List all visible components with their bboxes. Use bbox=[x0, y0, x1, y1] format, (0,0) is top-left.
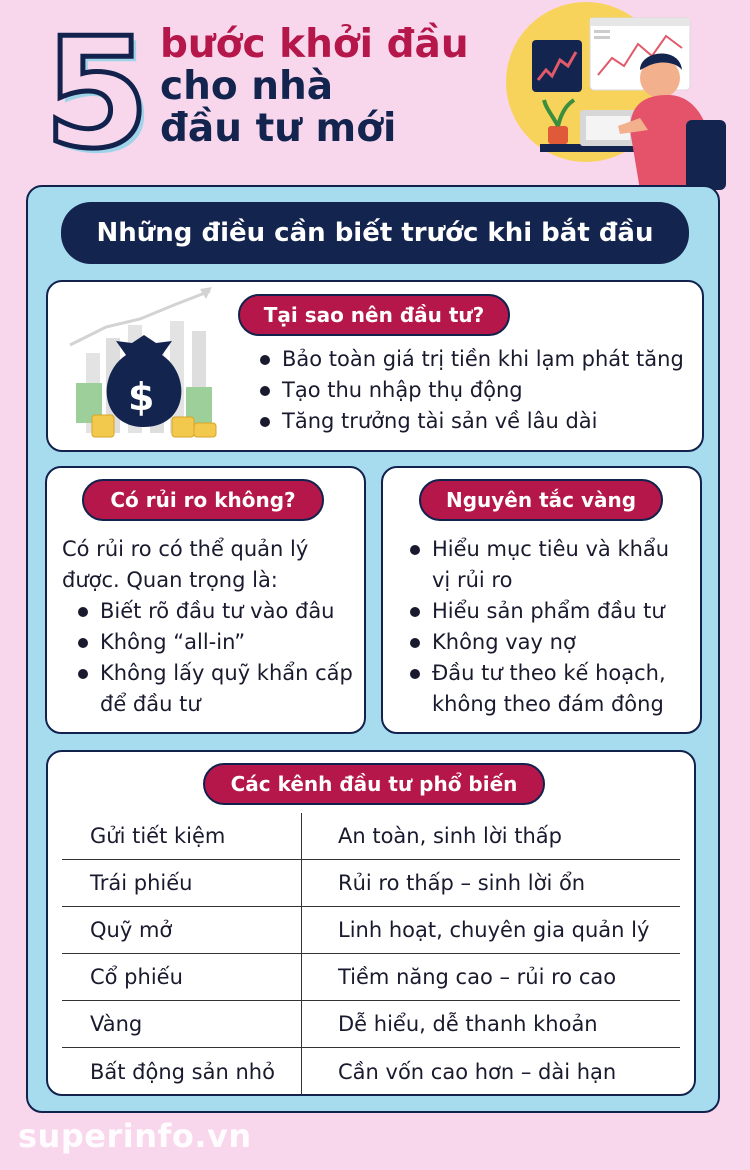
risk-intro: Có rủi ro có thể quản lý được. Quan trọng là: bbox=[62, 537, 309, 592]
page-title bbox=[160, 24, 469, 150]
table-row bbox=[62, 1048, 680, 1095]
risk-title: Có rủi ro không? bbox=[82, 479, 324, 521]
channel-desc: Tiềm năng cao – rủi ro cao bbox=[338, 965, 617, 989]
list-item: Không “all-in” bbox=[76, 627, 358, 658]
golden-rules-list bbox=[408, 534, 680, 720]
risk-list bbox=[76, 596, 358, 720]
why-invest-title: Tại sao nên đầu tư? bbox=[238, 294, 510, 336]
channel-name: Bất động sản nhỏ bbox=[62, 1048, 302, 1095]
channel-desc: Dễ hiểu, dễ thanh khoản bbox=[338, 1012, 598, 1036]
channel-name: Vàng bbox=[62, 1001, 302, 1047]
title-line-3: đầu tư mới bbox=[160, 106, 397, 151]
golden-rules-title: Nguyên tắc vàng bbox=[419, 479, 663, 521]
channel-desc: Linh hoạt, chuyên gia quản lý bbox=[338, 918, 650, 942]
money-bag-illustration bbox=[66, 283, 222, 443]
list-item: Biết rõ đầu tư vào đâu bbox=[76, 596, 358, 627]
channels-table bbox=[62, 813, 680, 1095]
list-item: Không vay nợ bbox=[408, 627, 680, 658]
list-item: Đầu tư theo kế hoạch, không theo đám đông bbox=[408, 658, 680, 720]
channel-desc: An toàn, sinh lời thấp bbox=[338, 824, 562, 848]
list-item: Hiểu sản phẩm đầu tư bbox=[408, 596, 680, 627]
channel-name: Quỹ mở bbox=[62, 907, 302, 953]
title-line-2: cho nhà bbox=[160, 64, 334, 109]
why-invest-list bbox=[258, 344, 698, 437]
table-row bbox=[62, 954, 680, 1001]
list-item: Tạo thu nhập thụ động bbox=[258, 375, 698, 406]
channels-title: Các kênh đầu tư phổ biến bbox=[203, 763, 545, 805]
list-item: Không lấy quỹ khẩn cấp để đầu tư bbox=[76, 658, 358, 720]
channel-name: Trái phiếu bbox=[62, 860, 302, 906]
big-number-five: 5 bbox=[44, 5, 146, 182]
dollar-sign-icon: $ bbox=[128, 375, 155, 419]
list-item: Hiểu mục tiêu và khẩu vị rủi ro bbox=[408, 534, 680, 596]
list-item: Tăng trưởng tài sản về lâu dài bbox=[258, 406, 698, 437]
list-item: Bảo toàn giá trị tiền khi lạm phát tăng bbox=[258, 344, 698, 375]
title-line-1: bước khởi đầu bbox=[160, 22, 469, 67]
channel-name: Cổ phiếu bbox=[62, 954, 302, 1000]
section-banner: Những điều cần biết trước khi bắt đầu bbox=[61, 202, 689, 264]
table-row bbox=[62, 1001, 680, 1048]
investor-illustration bbox=[490, 0, 730, 190]
watermark: superinfo.vn bbox=[18, 1117, 252, 1155]
channel-name: Gửi tiết kiệm bbox=[62, 813, 302, 859]
table-row bbox=[62, 907, 680, 954]
channel-desc: Cần vốn cao hơn – dài hạn bbox=[338, 1059, 617, 1084]
table-row bbox=[62, 813, 680, 860]
table-row bbox=[62, 860, 680, 907]
channel-desc: Rủi ro thấp – sinh lời ổn bbox=[338, 871, 586, 895]
